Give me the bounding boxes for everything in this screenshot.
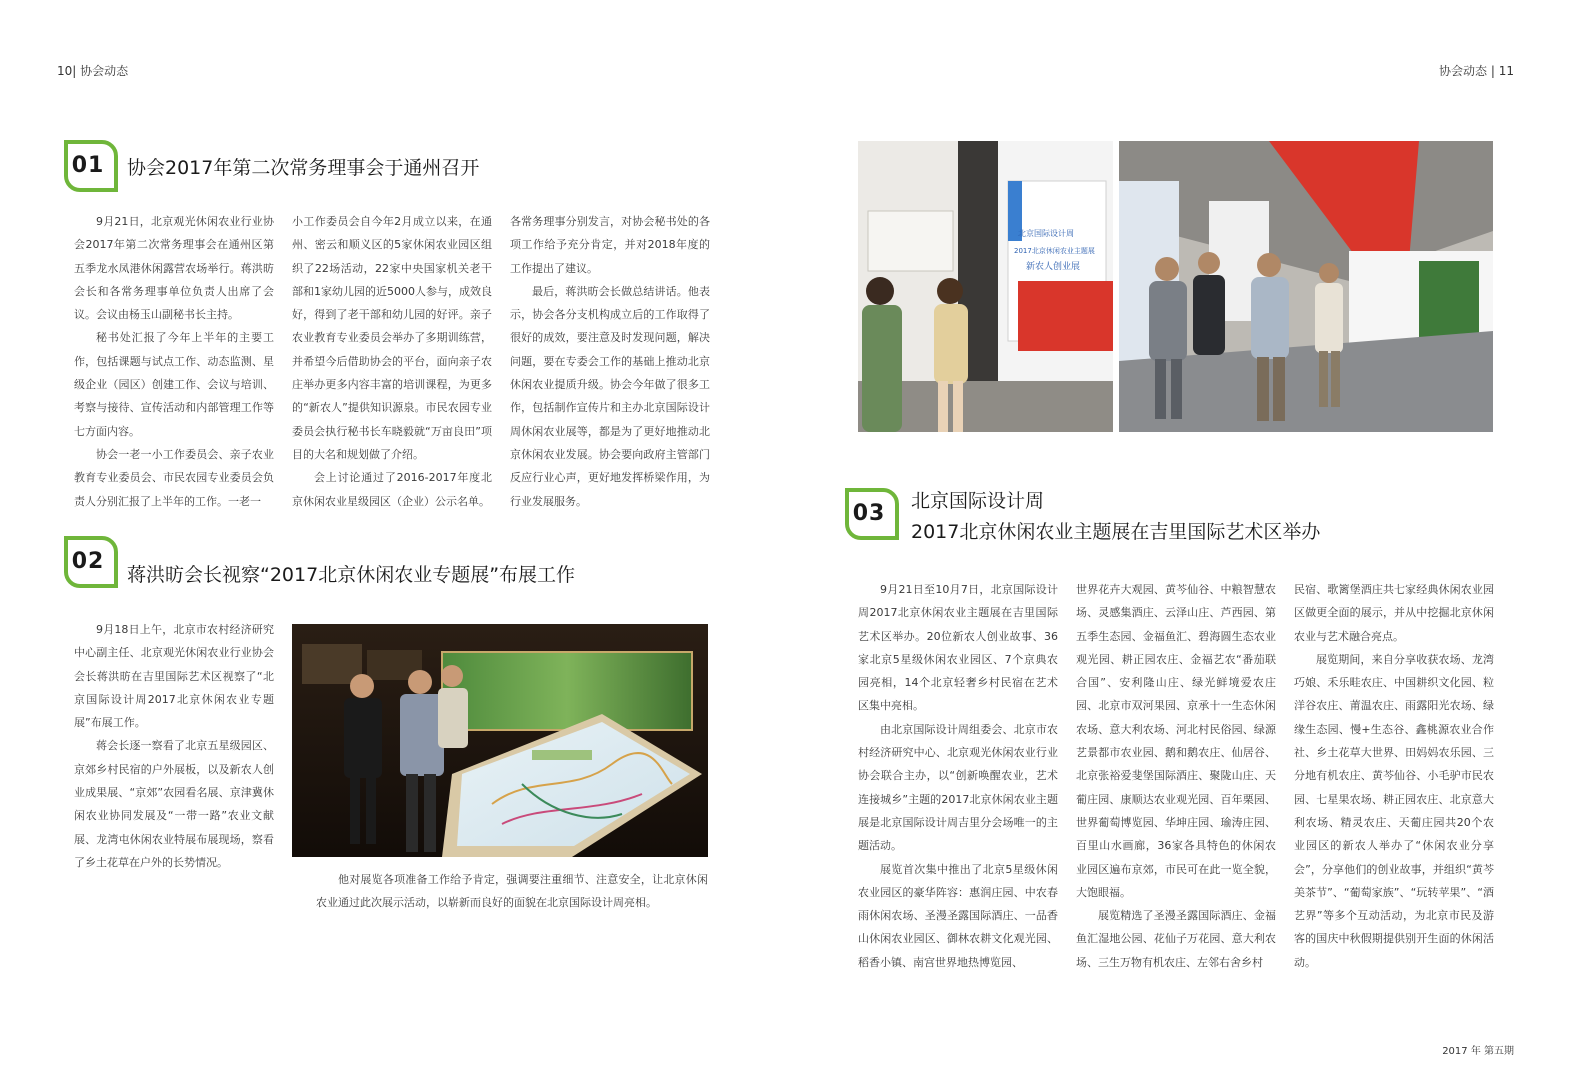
exhibition-entrance-photo xyxy=(858,141,1113,432)
article2-column-1: 9月18日上午，北京市农村经济研究中心副主任、北京观光休闲农业行业协会会长蒋洪昉在吉里国际艺术区视察了“北京国际设计周2017北京休闲农业专题展”布展工作。 蒋会长逐一察看了北京五星级园区、京郊乡村民宿的户外展板，以及新农人创业成果展、“京郊”农园看名展、京津冀休闲农业协同发展及“一带一路”农业文献展、龙湾屯休闲农业特展布展现场，察看了乡土花草在户外的长势情况。 xyxy=(74,623,274,869)
article3-column-1: 9月21日至10月7日，北京国际设计周2017北京休闲农业主题展在吉里国际艺术区举办。20位新农人创业故事、36家北京5星级休闲农业园区、7个京典农园亮相，14个北京轻奢乡村民宿在艺术区集中亮相。 由北京国际设计周组委会、北京市农村经济研究中心、北京观光休闲农业行业协会联合主办，以“创新唤醒农业，艺术连接城乡”主题的2017北京休闲农业主题展是北京国际设计周吉里分会场唯一的主题活动。 展览首次集中推出了北京5星级休闲农业园区的豪华阵容：惠润庄园、中农春雨休闲农场、圣漫圣露国际酒庄、一品香山休闲农业园区、御林农耕文化观光园、稻香小镇、南宫世界地热博览园、 xyxy=(858,583,1058,968)
article-number: 03 xyxy=(852,501,886,526)
article3-column-2: 世界花卉大观园、黄芩仙谷、中粮智慧农场、灵感集酒庄、云泽山庄、芦西园、第五季生态园、金福鱼汇、碧海圆生态农业观光园、耕正园农庄、金福艺农“番茄联合国”、安利隆山庄、绿光鲜境爱农庄园、北京市双河果园、京承十一生态休闲农场、意大利农场、河北村民俗园、绿源艺景都市农业园、鹅和鹅农庄、仙居谷、北京张裕爱斐堡国际酒庄、聚陇山庄、天葡庄园、康顺达农业观光园、百年栗园、世界葡萄博览园、华坤庄园、瑜涛庄园、百里山水画廊，36家各具特色的休闲农业园区遍布京郊，市民可在此一览全貌，大饱眼福。 展览精选了圣漫圣露国际酒庄、金福鱼汇湿地公园、花仙子万花园、意大利农场、三生万物有机农庄、左邻右舍乡村 xyxy=(1076,583,1276,968)
article-title-03-line2: 2017北京休闲农业主题展在吉里国际艺术区举办 xyxy=(911,521,1321,543)
article-number: 02 xyxy=(71,549,105,574)
page-header-right: 协会动态 | 11 xyxy=(1439,64,1514,78)
article-title-03 xyxy=(911,486,1320,548)
banner-text-line2: 2017北京休闲农业主题展 xyxy=(1014,247,1095,255)
article-number-badge-01 xyxy=(58,140,118,192)
article-number-badge-02 xyxy=(58,536,118,588)
exhibition-table-photo xyxy=(292,624,708,857)
photo-caption: 他对展览各项准备工作给予肯定，强调要注重细节、注意安全，让北京休闲农业通过此次展示活动，以崭新而良好的面貌在北京国际设计周亮相。 xyxy=(316,873,708,909)
banner-text-line3: 新农人创业展 xyxy=(1026,262,1081,272)
article1-column-3: 各常务理事分别发言，对协会秘书处的各项工作给予充分肯定，并对2018年度的工作提出了建议。 最后，蒋洪昉会长做总结讲话。他表示，协会各分支机构成立后的工作取得了很好的成效，要注意及时发现问题，解决问题，要在专委会工作的基础上推动北京休闲农业提质升级。协会今年做了很多工作，包括制作宣传片和主办北京国际设计周休闲农业展等，都是为了更好地推动北京休闲农业发展。协会要向政府主管部门反应行业心声，更好地发挥桥梁作用，为行业发展服务。 xyxy=(510,215,710,508)
issue-label: 2017 年 第五期 xyxy=(1442,1046,1514,1057)
article-number: 01 xyxy=(71,153,105,178)
exhibition-corridor-photo xyxy=(1119,141,1493,432)
article-title-01: 协会2017年第二次常务理事会于通州召开 xyxy=(127,157,480,179)
article1-column-2: 小工作委员会自今年2月成立以来，在通州、密云和顺义区的5家休闲农业园区组织了22场活动，22家中央国家机关老干部和1家幼儿园的近5000人参与，成效良好，得到了老干部和幼儿园的好评。亲子农业教育专业委员会举办了多期训练营，并希望今后借助协会的平台，面向亲子农庄举办更多内容丰富的培训课程，为更多的“新农人”提供知识源泉。市民农园专业委员会执行秘书长车晓毅就“万亩良田”项目的大名和规划做了介绍。 会上讨论通过了2016-2017年度北京休闲农业星级园区（企业）公示名单。 xyxy=(292,215,492,508)
article-title-03-line1: 北京国际设计周 xyxy=(911,490,1045,512)
page-header-left: 10| 协会动态 xyxy=(57,64,129,78)
article1-column-1: 9月21日，北京观光休闲农业行业协会2017年第二次常务理事会在通州区第五季龙水凤港休闲露营农场举行。蒋洪昉会长和各常务理事单位负责人出席了会议。会议由杨玉山副秘书长主持。 秘书处汇报了今年上半年的主要工作，包括课题与试点工作、动态监测、星级企业（园区）创建工作、会议与培训、考察与接待、宣传活动和内部管理工作等七方面内容。 协会一老一小工作委员会、亲子农业教育专业委员会、市民农园专业委员会负责人分别汇报了上半年的工作。一老一 xyxy=(74,215,274,508)
article-title-02: 蒋洪昉会长视察“2017北京休闲农业专题展”布展工作 xyxy=(127,564,576,586)
article-number-badge-03 xyxy=(839,488,899,540)
article3-column-3: 民宿、歌篱堡酒庄共七家经典休闲农业园区做更全面的展示，并从中挖掘北京休闲农业与艺术融合亮点。 展览期间，来自分享收获农场、龙湾巧娘、禾乐畦农庄、中国耕织文化园、粒洋谷农庄、莆温农庄、雨露阳光农场、绿缘生态园、慢+生态谷、鑫桃源农业合作社、乡土花草大世界、田妈妈农乐园、三分地有机农庄、黄芩仙谷、小毛驴市民农园、七星果农场、耕正园农庄、北京意大利农场、精灵农庄、天葡庄园共20个农业园区的新农人举办了“休闲农业分享会”，分享他们的创业故事，并组织“黄芩美茶节”、“葡萄家族”、“玩转苹果”、“酒艺界”等多个互动活动，为北京市民及游客的国庆中秋假期提供别开生面的休闲活动。 xyxy=(1294,583,1494,968)
banner-text-line1: 北京国际设计周 xyxy=(1018,229,1074,238)
